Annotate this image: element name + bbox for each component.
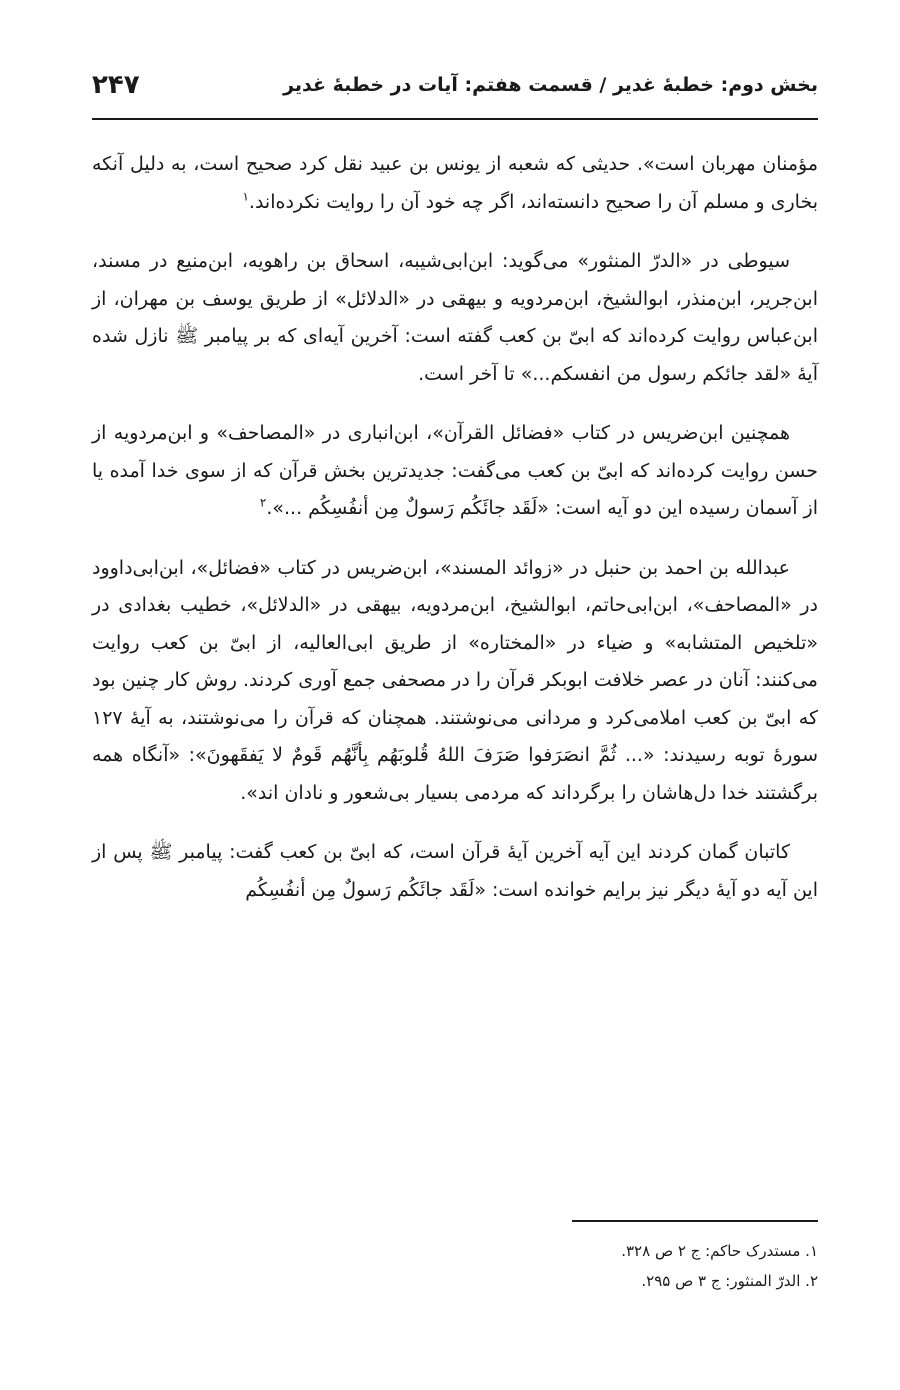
book-page [92, 0, 818, 1390]
footnote-1: ۱. مستدرک حاکم: ج ۲ ص ۳۲۸. [621, 1242, 818, 1260]
footnotes [92, 1236, 818, 1296]
paragraph-3-text: همچنین ابن‌ضریس در کتاب «فضائل القرآن»، ابن‌انباری در «المصاحف» و ابن‌مردویه از حسن روایت کرده‌اند که ابیّ بن کعب می‌گفت: جدیدترین بخش قرآن که از سوی خدا آمده یا از آسمان رسیده این دو آیه است: «لَقَد جائَکُم رَسولٌ مِن أنفُسِکُم ...». [92, 422, 818, 519]
footnote-divider [572, 1220, 818, 1222]
page-number: ۲۴۷ [92, 70, 140, 100]
paragraph-3 [92, 415, 818, 528]
paragraph-5-text: کاتبان گمان کردند این آیه آخرین آیهٔ قرآن است، که ابیّ بن کعب گفت: پیامبر ﷺ پس از این آیه دو آیهٔ دیگر نیز برایم خوانده است: «لَقَد جائَکُم رَسولٌ مِن أنفُسِکُم [92, 841, 818, 901]
paragraph-4 [92, 550, 818, 813]
main-text [92, 146, 818, 931]
paragraph-4-text: عبدالله بن احمد بن حنبل در «زوائد المسند»، ابن‌ضریس در کتاب «فضائل»، ابن‌ابی‌داوود در «المصاحف»، ابن‌ابی‌حاتم، ابوالشیخ، ابن‌مردویه، بیهقی در «الدلائل»، خطیب بغدادی در «تلخیص المتشابه» و ضیاء در «المختاره» از طریق ابی‌العالیه، از ابیّ بن کعب روایت می‌کنند: آنان در عصر خلافت ابوبکر قرآن را در مصحفی جمع آوری کردند. روش کار چنین بود که ابیّ بن کعب املامی‌کرد و مردانی می‌نوشتند. همچنان که قرآن را می‌نوشتند، به آیهٔ ۱۲۷ سورهٔ توبه رسیدند: «... ثُمَّ انصَرَفوا صَرَفَ اللهُ قُلوبَهُم بِأنَّهُم قَومٌ لا یَفقَهونَ»: «آنگاه همه برگشتند خدا دل‌هاشان را برگرداند که مردمی بسیار بی‌شعور و نادان اند». [92, 556, 818, 804]
footnote-2: ۲. الدرّ المنثور: ج ۳ ص ۲۹۵. [641, 1272, 818, 1290]
paragraph-1 [92, 146, 818, 221]
paragraph-2 [92, 243, 818, 393]
paragraph-5 [92, 834, 818, 909]
footnote-ref-2: ۲ [259, 495, 267, 510]
footnote-ref-1: ۱ [242, 189, 249, 204]
running-title: بخش دوم: خطبهٔ غدیر / قسمت هفتم: آیات در خطبهٔ غدیر [283, 74, 818, 96]
header-divider [92, 118, 818, 120]
paragraph-1-text: مؤمنان مهربان است». حدیثی که شعبه از یونس بن عبید نقل کرد صحیح است، به دلیل آنکه بخاری و مسلم آن را صحیح دانسته‌اند، اگر چه خود آن را روایت نکرده‌اند. [92, 153, 818, 213]
paragraph-2-text: سیوطی در «الدرّ المنثور» می‌گوید: ابن‌ابی‌شیبه، اسحاق بن راهویه، ابن‌منیع در مسند، ابن‌جریر، ابن‌منذر، ابوالشیخ، ابن‌مردویه و بیهقی در «الدلائل» از طریق یوسف بن مهران، از ابن‌عباس روایت کرده‌اند که ابیّ بن کعب گفته است: آخرین آیه‌ای که بر پیامبر ﷺ نازل شده آیهٔ «لقد جائکم رسول من انفسکم...» تا آخر است. [92, 250, 818, 385]
page-header [92, 70, 818, 108]
